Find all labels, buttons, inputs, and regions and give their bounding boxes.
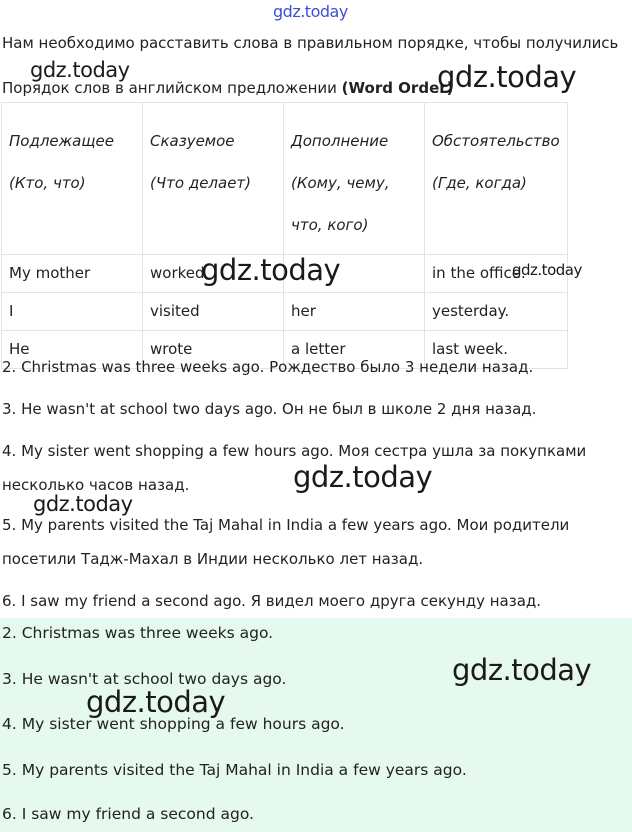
- site-logo[interactable]: gdz.today: [273, 2, 348, 21]
- translation-line: посетили Тадж-Махал в Индии несколько лет назад.: [2, 550, 424, 568]
- table-cell: I: [2, 293, 143, 331]
- intro-text: Порядок слов в английском предложении: [2, 79, 342, 97]
- word-order-label: (Word Order): [341, 79, 454, 97]
- table-cell: last week.: [425, 331, 568, 369]
- header-subject: Подлежащее (Кто, что): [2, 103, 143, 255]
- table-cell: a letter: [284, 331, 425, 369]
- table-cell: in the office.: [425, 255, 568, 293]
- translation-line: 6. I saw my friend a second ago. Я видел моего друга секунду назад.: [2, 592, 542, 610]
- table-cell: visited: [143, 293, 284, 331]
- watermark: gdz.today: [512, 261, 582, 279]
- table-row: [2, 293, 568, 331]
- translation-line: 2. Christmas was three weeks ago. Рождество было 3 недели назад.: [2, 358, 534, 376]
- watermark: gdz.today: [86, 685, 226, 719]
- answer-line: 2. Christmas was three weeks ago.: [2, 624, 274, 642]
- answer-line: 4. My sister went shopping a few hours ago.: [2, 715, 345, 733]
- answer-line: 3. He wasn't at school two days ago.: [2, 670, 287, 688]
- watermark: gdz.today: [452, 653, 592, 687]
- watermark: gdz.today: [293, 460, 433, 494]
- table-cell: her: [284, 293, 425, 331]
- table-cell: wrote: [143, 331, 284, 369]
- watermark: gdz.today: [201, 253, 341, 287]
- translation-line: 5. My parents visited the Taj Mahal in India a few years ago. Мои родители: [2, 516, 570, 534]
- watermark: gdz.today: [437, 60, 577, 94]
- table-cell: My mother: [2, 255, 143, 293]
- table-cell: worked: [143, 255, 284, 293]
- word-order-table: [1, 102, 568, 369]
- answer-block: [0, 618, 632, 832]
- answer-line: 6. I saw my friend a second ago.: [2, 805, 254, 823]
- answer-line: 5. My parents visited the Taj Mahal in India a few years ago.: [2, 761, 467, 779]
- table-cell: He: [2, 331, 143, 369]
- table-cell: yesterday.: [425, 293, 568, 331]
- watermark: gdz.today: [33, 492, 133, 516]
- translation-line: 4. My sister went shopping a few hours ago. Моя сестра ушла за покупками: [2, 442, 587, 460]
- translation-line: несколько часов назад.: [2, 476, 190, 494]
- intro-text-line-1: Нам необходимо расставить слова в правильном порядке, чтобы получились: [2, 34, 619, 52]
- table-header-row: [2, 103, 568, 255]
- header-object: Дополнение (Кому, чему, что, кого): [284, 103, 425, 255]
- header-adverbial: Обстоятельство (Где, когда): [425, 103, 568, 255]
- header-predicate: Сказуемое (Что делает): [143, 103, 284, 255]
- translation-line: 3. He wasn't at school two days ago. Он не был в школе 2 дня назад.: [2, 400, 537, 418]
- watermark: gdz.today: [30, 58, 130, 82]
